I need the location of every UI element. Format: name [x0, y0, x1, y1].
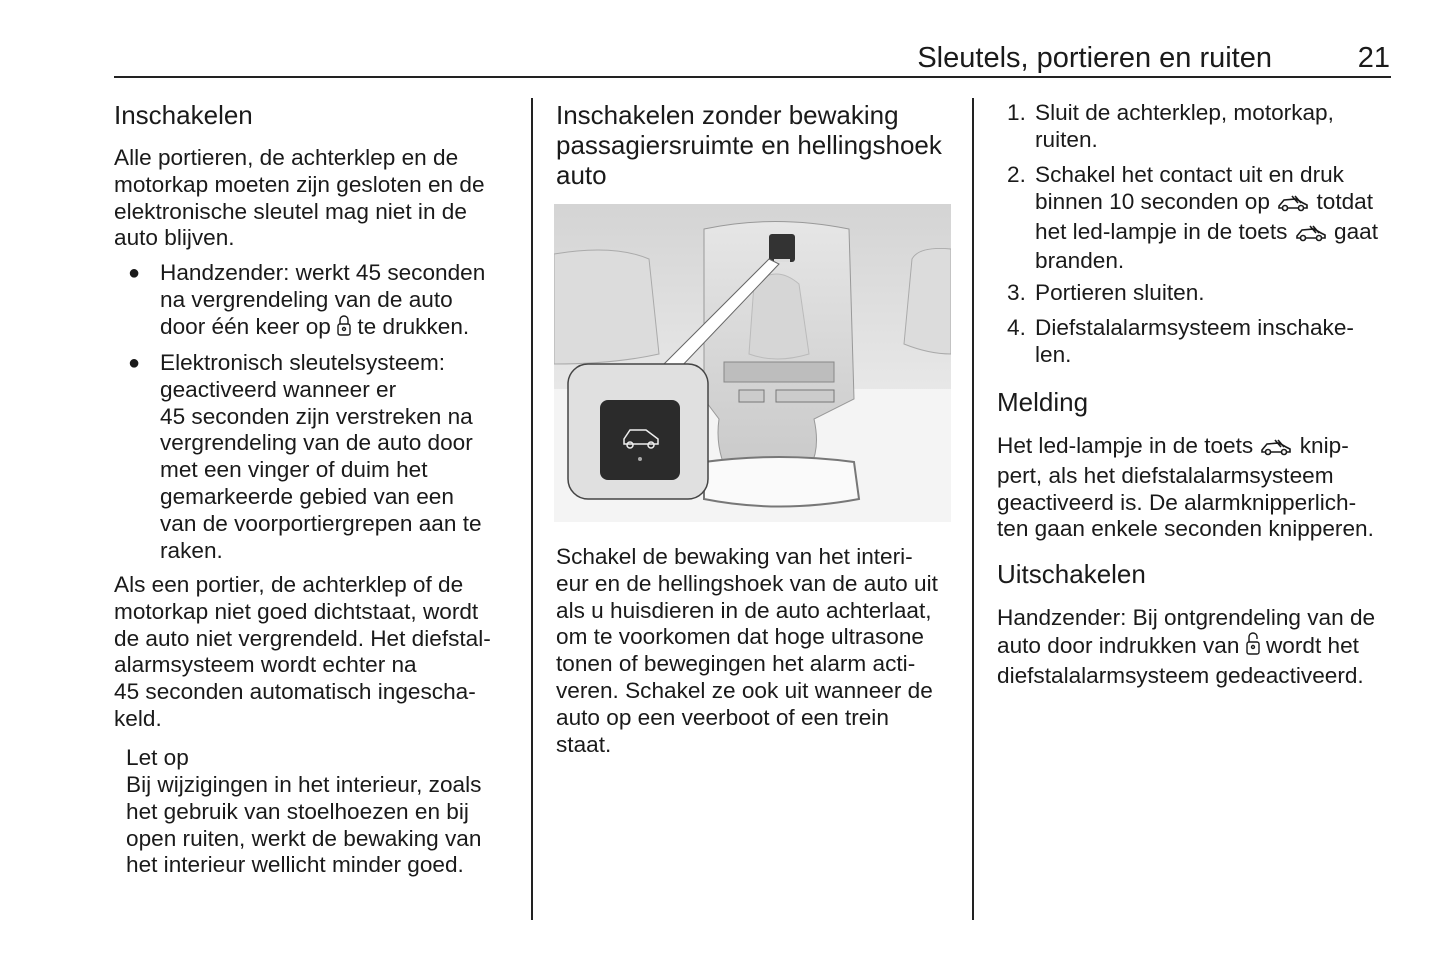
text-line [114, 572, 491, 599]
text-line [160, 377, 482, 404]
text-line [126, 826, 481, 853]
text-segment: diefstalalarmsysteem gedeactiveerd. [997, 662, 1364, 688]
text-line [556, 130, 942, 160]
text-line [114, 626, 491, 653]
text-line [1035, 315, 1354, 342]
text-segment: Diefstalalarmsysteem inschake- [1035, 315, 1354, 340]
text-line [556, 160, 942, 190]
figure-interior-button [554, 204, 951, 522]
text-segment: Sluit de achterklep, motorkap, [1035, 100, 1334, 125]
text-line [1035, 127, 1334, 154]
text-segment: Elektronisch sleutelsysteem: [160, 350, 446, 375]
text-segment: ten gaan enkele seconden knipperen. [997, 516, 1374, 542]
text-segment: als u huisdieren in de auto achterlaat, [556, 597, 932, 623]
text-line [556, 100, 942, 130]
text-segment: elektronische sleutel mag niet in de [114, 198, 467, 224]
bullet-icon: ● [128, 352, 141, 374]
text-line [556, 544, 938, 571]
step-text [1035, 162, 1378, 275]
text-segment: Handzender: werkt 45 seconden [160, 260, 486, 285]
step-2 [1007, 162, 1378, 275]
text-line [997, 632, 1375, 663]
text-line [114, 172, 485, 199]
text-line [160, 484, 482, 511]
unlock-icon [1246, 632, 1260, 663]
text-segment: Inschakelen zonder bewaking [556, 100, 899, 130]
header-rule [114, 76, 1391, 78]
text-segment: geactiveerd wanneer er [160, 376, 397, 402]
text-line [160, 404, 482, 431]
text-segment: motorkap niet goed dichtstaat, wordt [114, 598, 479, 624]
text-line [556, 678, 938, 705]
text-line [160, 287, 485, 314]
car-alarm-icon [1294, 222, 1328, 249]
intro-paragraph [114, 145, 485, 252]
text-line [114, 145, 485, 172]
bullet-text [160, 260, 485, 343]
text-line [997, 463, 1374, 490]
paragraph-portier [114, 572, 491, 733]
text-segment: pert, als het diefstalalarmsysteem [997, 462, 1334, 488]
text-segment: passagiersruimte en hellingshoek [556, 130, 942, 160]
paragraph-uitschakelen [997, 605, 1375, 689]
text-segment: auto door indrukken van [997, 632, 1246, 658]
text-segment: auto blijven. [114, 225, 235, 251]
step-text [1035, 280, 1205, 307]
step-text [1035, 315, 1354, 369]
text-line [556, 705, 938, 732]
text-line [1035, 219, 1378, 249]
step-number: 2. [1007, 162, 1026, 187]
text-segment: geactiveerd is. De alarmknipperlich- [997, 489, 1357, 515]
text-line [160, 457, 482, 484]
text-segment: de auto niet vergrendeld. Het diefstal- [114, 625, 491, 651]
bullet-text [160, 350, 482, 564]
step-4 [1007, 315, 1354, 369]
bullet-handzender [128, 260, 486, 343]
text-line [1035, 100, 1334, 127]
column-divider [972, 98, 974, 920]
column-divider [531, 98, 533, 920]
text-segment: Schakel de bewaking van het interi- [556, 544, 913, 569]
text-segment: het gebruik van stoelhoezen en bij [126, 798, 469, 824]
bullet-sleutelsysteem [128, 350, 482, 564]
text-line [997, 433, 1374, 463]
paragraph-melding [997, 433, 1374, 543]
text-segment: het interieur wellicht minder goed. [126, 852, 464, 878]
text-segment: ruiten. [1035, 126, 1098, 152]
text-segment: Handzender: Bij ontgrendeling van de [997, 605, 1376, 630]
bullet-icon: ● [128, 262, 141, 284]
text-segment: met een vinger of duim het [160, 457, 428, 483]
car-alarm-icon [1259, 436, 1293, 463]
text-line [126, 852, 481, 879]
text-line [556, 651, 938, 678]
text-line [114, 652, 491, 679]
lock-icon [337, 315, 351, 344]
text-line [556, 571, 938, 598]
text-segment: het led-lampje in de toets [1035, 218, 1294, 244]
text-segment: wordt het [1259, 632, 1359, 658]
text-segment: staat. [556, 731, 612, 757]
text-line [1035, 342, 1354, 369]
step-1 [1007, 100, 1334, 154]
text-line [160, 538, 482, 565]
text-line [114, 199, 485, 226]
text-line [114, 599, 491, 626]
section-heading-uitschakelen: Uitschakelen [997, 559, 1146, 589]
step-number: 4. [1007, 315, 1026, 340]
text-segment: om te voorkomen dat hoge ultrasone [556, 624, 924, 650]
text-segment: auto [556, 160, 607, 190]
text-line [997, 490, 1374, 517]
text-line [160, 350, 482, 377]
text-line [997, 516, 1374, 543]
text-segment: 45 seconden automatisch ingescha- [114, 679, 476, 705]
text-segment: van de voorportiergrepen aan te [160, 510, 482, 536]
text-segment: binnen 10 seconden op [1035, 188, 1277, 214]
text-line [1035, 162, 1378, 189]
text-segment: veren. Schakel ze ook uit wanneer de [556, 677, 933, 703]
paragraph-zonder-bewaking [556, 544, 938, 758]
section-heading-melding: Melding [997, 387, 1089, 417]
step-text [1035, 100, 1334, 154]
text-line [160, 511, 482, 538]
text-line [114, 225, 485, 252]
step-number: 1. [1007, 100, 1026, 125]
text-line [126, 799, 481, 826]
text-segment: Portieren sluiten. [1035, 280, 1205, 305]
text-segment: door één keer op [160, 313, 338, 339]
text-line [114, 706, 491, 733]
text-line [160, 260, 485, 287]
text-segment: totdat [1310, 188, 1374, 214]
text-segment: motorkap moeten zijn gesloten en de [114, 171, 485, 197]
text-segment: eur en de hellingshoek van de auto uit [556, 570, 938, 596]
text-segment: branden. [1035, 248, 1125, 274]
text-segment: Als een portier, de achterklep of de [114, 572, 464, 597]
section-heading-zonder-bewaking [556, 100, 942, 190]
text-segment: Bij wijzigingen in het interieur, zoals [126, 772, 482, 797]
text-segment: len. [1035, 341, 1072, 367]
step-number: 3. [1007, 280, 1026, 305]
text-segment: tonen of bewegingen het alarm acti- [556, 651, 916, 677]
text-segment: Alle portieren, de achterklep en de [114, 145, 459, 170]
text-segment: vergrendeling van de auto door [160, 430, 473, 456]
text-segment: te drukken. [351, 313, 470, 339]
text-line [160, 314, 485, 344]
text-segment: gemarkeerde gebied van een [160, 483, 454, 509]
text-line [126, 772, 481, 799]
text-segment: keld. [114, 705, 162, 731]
step-3 [1007, 280, 1205, 307]
note-text [126, 772, 481, 879]
text-line [997, 605, 1375, 632]
text-line [997, 663, 1375, 690]
text-line [1035, 280, 1205, 307]
text-segment: na vergrendeling van de auto [160, 286, 453, 312]
text-segment: raken. [160, 537, 223, 563]
text-line [160, 430, 482, 457]
text-line [114, 679, 491, 706]
text-line [1035, 248, 1378, 275]
text-segment: gaat [1327, 218, 1378, 244]
text-segment: alarmsysteem wordt echter na [114, 652, 417, 678]
text-segment: Schakel het contact uit en druk [1035, 162, 1344, 187]
car-alarm-icon [1276, 192, 1310, 219]
text-line [556, 624, 938, 651]
page-number: 21 [1357, 42, 1390, 74]
running-header-title: Sleutels, portieren en ruiten [917, 42, 1272, 74]
text-line [556, 598, 938, 625]
text-segment: auto op een veerboot of een trein [556, 704, 889, 730]
section-heading-inschakelen: Inschakelen [114, 100, 253, 130]
text-segment: open ruiten, werkt de bewaking van [126, 825, 482, 851]
text-segment: knip- [1293, 433, 1349, 458]
text-line [1035, 189, 1378, 219]
text-line [556, 732, 938, 759]
text-segment: 45 seconden zijn verstreken na [160, 403, 473, 429]
text-segment: Het led-lampje in de toets [997, 433, 1260, 458]
note-title: Let op [126, 745, 189, 770]
